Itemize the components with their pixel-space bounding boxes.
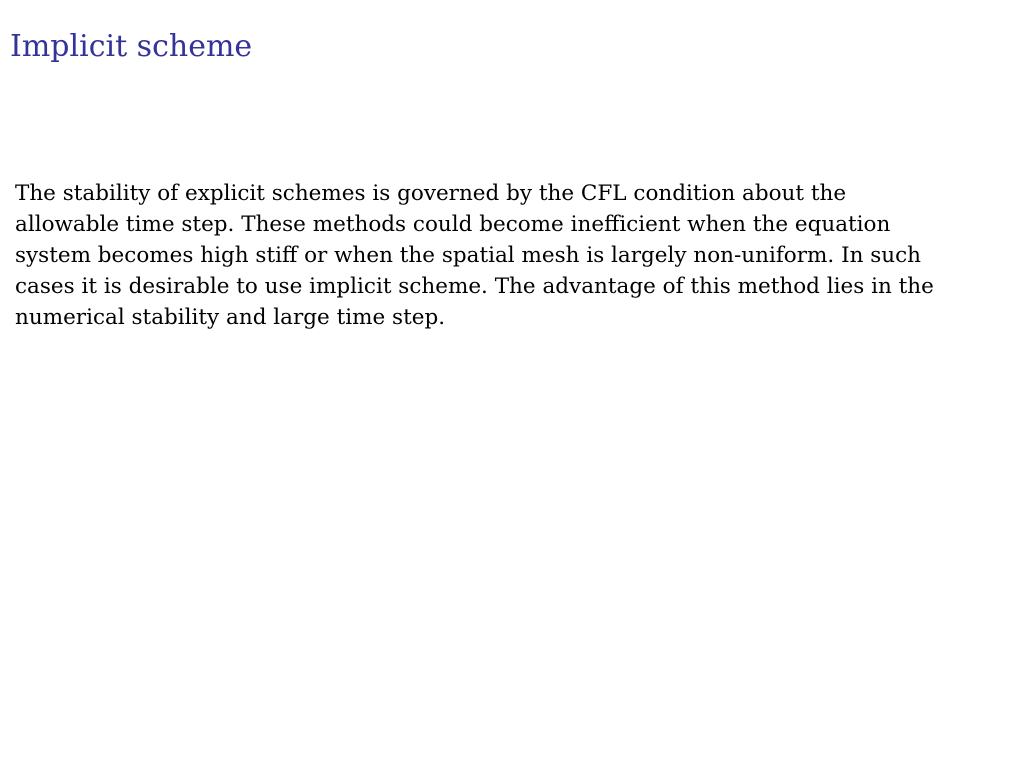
body-line: allowable time step. These methods could become inefficient when the equation xyxy=(15,212,891,237)
body-line: numerical stability and large time step. xyxy=(15,305,446,330)
body-line: system becomes high stiff or when the spatial mesh is largely non-uniform. In such xyxy=(15,243,922,268)
slide-title: Implicit scheme xyxy=(10,29,253,64)
body-line: cases it is desirable to use implicit scheme. The advantage of this method lies in the xyxy=(15,274,934,299)
body-line: The stability of explicit schemes is governed by the CFL condition about the xyxy=(15,181,847,206)
slide-body-paragraph xyxy=(15,178,1013,333)
